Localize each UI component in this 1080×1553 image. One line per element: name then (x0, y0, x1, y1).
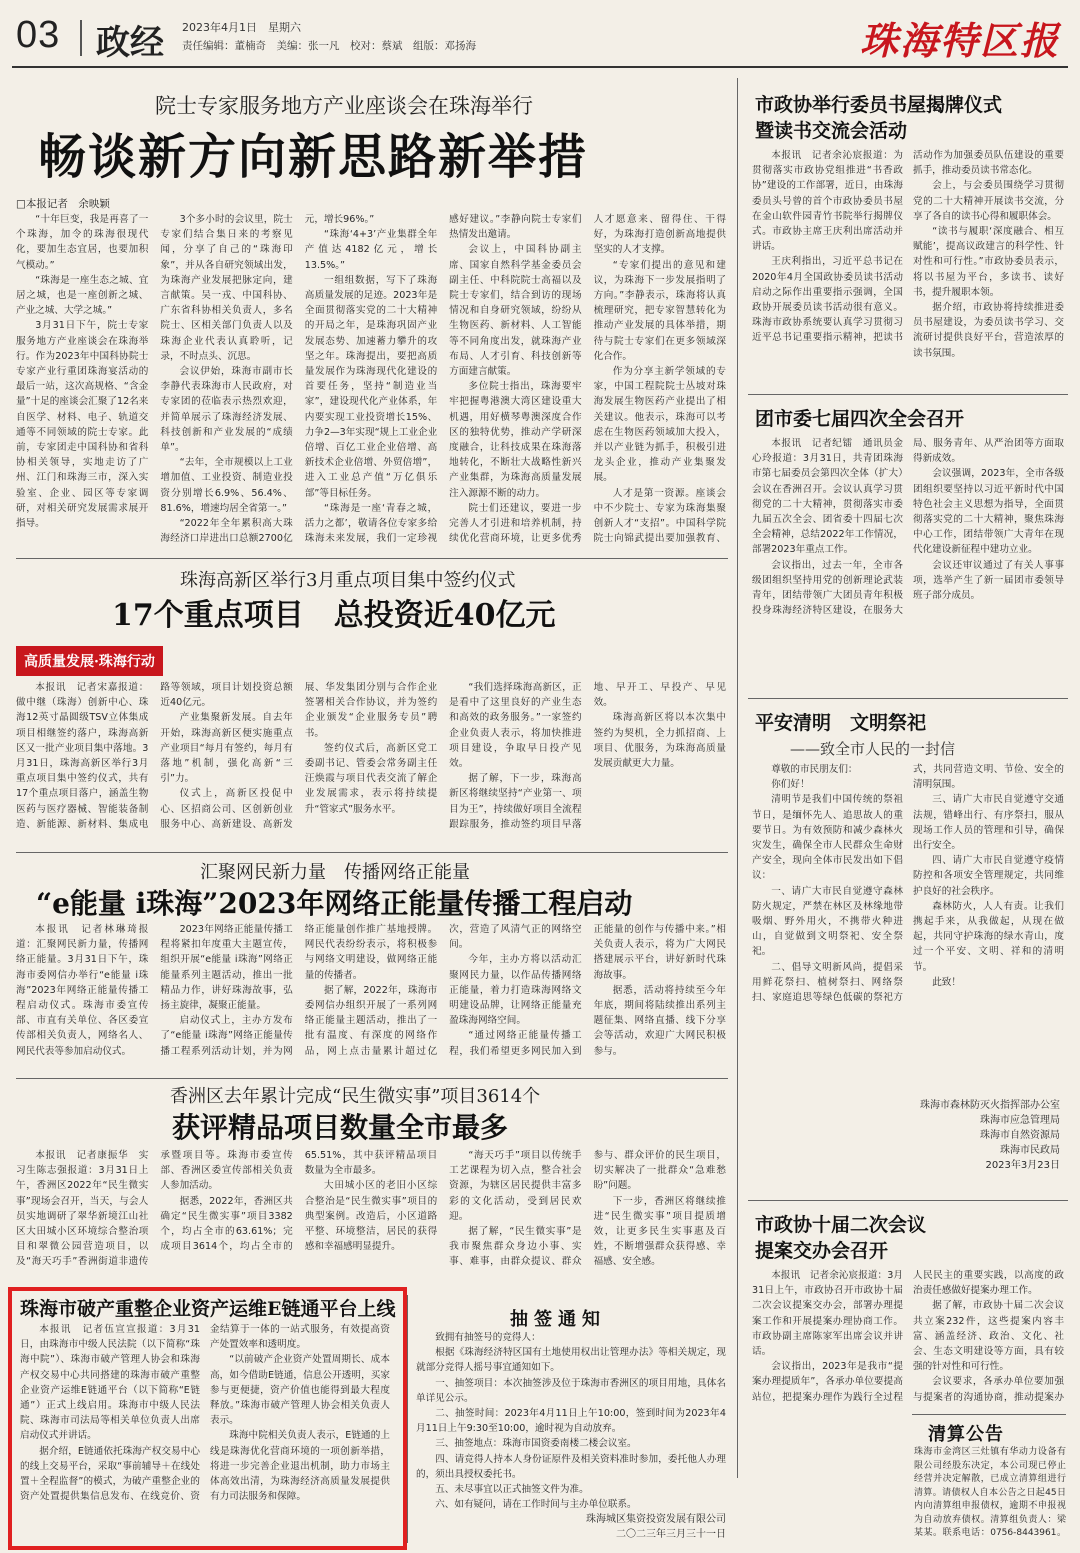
masthead-divider (80, 20, 82, 56)
paragraph: “我们选择珠海高新区，正是看中了这里良好的产业生态和高效的政务服务。”一家签约企业负责人表示，将加快推进项目建设，争取早日投产见效。 (449, 682, 582, 770)
paragraph: 此致！ (932, 976, 961, 988)
section-divider (16, 1078, 728, 1079)
right3-body (752, 762, 1064, 1092)
xiangzhou-body (16, 1148, 726, 1288)
paragraph: 据了解，市政协十届二次会议共立案232件，这些提案内容丰富、涵盖经济、政治、文化、社会、生态文明建设等方面，具有较强的针对性和可行性。 (913, 1300, 1064, 1373)
projects-kicker: 珠海高新区举行3月重点项目集中签约仪式 (180, 570, 516, 591)
paragraph: 今年，主办方将以活动汇聚网民力量，以作品传播网络正能量，着力打造珠海网络文明建设品牌，让网络正能量充盈珠海网络空间。 (449, 954, 582, 1027)
theme-badge: 高质量发展·珠海行动 (16, 646, 163, 676)
paragraph: 一、抽签项目：本次抽签涉及位于珠海市香洲区的项目用地，具体名单详见公示。 (416, 1377, 726, 1404)
paragraph: 珠海中院相关负责人表示，E链通的上线是珠海优化营商环境的一项创新举措，将进一步完善企业退出机制，助力市场主体高效出清，为珠海经济高质量发展提供有力司法服务和保障。 (210, 1430, 390, 1503)
paragraph: 清明节是我们中国传统的祭祖节日，是缅怀先人、追思故人的重要节日。为有效预防和减少森林火灾发生，确保全市人民群众生命财产安全，现向全体市民发出如下倡议： (752, 794, 903, 882)
paragraph: 会议还审议通过了有关人事事项，选举产生了新一届团市委领导班子部分成员。 (913, 559, 1064, 602)
paragraph: 会议指出，过去一年，全市各级团组织坚持用党的创新理论武装青年，团结带领广大团员青年积极投身珠海经济特区建设，在服务大局、服务青年、从严治团等方面取得新成效。 (752, 438, 1064, 617)
paragraph: 2023年网络正能量传播工程将紧扣年度重大主题宣传，组织开展“e能量 i珠海”网络正能量系列主题活动，推出一批精品力作，讲好珠海故事，弘扬主旋律，凝聚正能量。 (160, 924, 293, 1012)
paragraph: 二、抽签时间：2023年4月11日上午10:00，签到时间为2023年4月11日上午9:30至10:00，逾时视为自动放弃。 (416, 1408, 726, 1435)
paragraph: 据了解，2022年，珠海市委网信办组织开展了一系列网络正能量主题活动，推出了一批有温度、有深度的网络作品，网上点击量累计超过亿次，营造了风清气正的网络空间。 (304, 924, 582, 1057)
paragraph: “海天巧手”项目以传统手工艺课程为切入点，整合社会资源，为辖区居民提供丰富多彩的文化活动，受到居民欢迎。 (449, 1150, 582, 1222)
paragraph: 据了解，“民生微实事”是我市聚焦群众身边小事、实事、难事，由群众提议、群众参与、群众评价的民生项目，切实解决了一批群众“急难愁盼”问题。 (449, 1150, 726, 1268)
section-divider (16, 852, 728, 853)
right2-body (752, 436, 1064, 688)
signer: 珠海市应急管理局 (980, 1115, 1060, 1126)
paragraph: 四、请竞得人持本人身份证原件及相关资料准时参加，委托他人办理的，须出具授权委托书。 (416, 1453, 726, 1480)
paragraph: 下一步，香洲区将继续推进“民生微实事”项目提质增效，让更多民生实事惠及百姓，不断增强群众获得感、幸福感、安全感。 (593, 1195, 726, 1268)
paragraph: 森林防火，人人有责。让我们携起手来，从我做起，从现在做起，共同守护珠海的绿水青山，度过一个平安、文明、祥和的清明节。 (913, 900, 1064, 973)
column-divider (407, 1295, 408, 1543)
paragraph: “通过网络正能量传播工程，我们希望更多网民加入到正能量的创作与传播中来。”相关负责人表示，将为广大网民搭建展示平台，讲好新时代珠海故事。 (449, 924, 726, 1057)
section-divider (748, 698, 1068, 699)
lead-body (16, 212, 726, 552)
public-notice-title: 清算公告 (928, 1424, 1004, 1445)
right3-signers (900, 1098, 1060, 1173)
section-name: 政经 (96, 23, 164, 63)
paragraph: 3月31日下午，院士专家服务地方产业座谈会在珠海举行。作为2023年中国科协院士专家产业行重团珠海宴活动的最后一站，这次高规格、“含金量”十足的座谈会汇聚了12名来自医学、材料、电子、轨道交通等不同领域的院士专家。此前，专家团走中国科协和省科协相关领导，实地走访了广州、江门和珠海三市，深入实验室、企业、园区等专家调研，对相关研究发展需求展开指导。 (16, 320, 149, 530)
staff-line: 责任编辑：董楠奇 美编：张一凡 校对：蔡斌 组版：邓扬海 (182, 40, 476, 52)
paragraph: 3个多小时的会议里，院士专家们结合集日来的考察见闻，分享了自己的“珠海印象”，并从各自研究领域出发，为珠海产业发展把脉定向，建言献策。吴一戎、中国科协、广东省科协相关负责人，多名院士、区相关部门负责人以及珠海企业代表认真聆听，记录，不时点头、沉思。 (160, 214, 293, 362)
paragraph: “2022年全年累积高大珠海经济口岸进出口总额2700亿元，增长96%。” (160, 214, 375, 545)
paragraph: 尊敬的市民朋友们： (771, 764, 858, 775)
paragraph: 本报讯 记者余沁宸报道：为贯彻落实市政协党组推进“书香政协”建设的工作部署，近日，由珠海委员头号曾的首个市政协委员书屋在金山软件园青竹书院举行揭牌仪式。市政协主席王庆利出席活动并讲话。 (752, 150, 903, 253)
paragraph: 多位院士指出，珠海要牢牢把握粤港澳大湾区建设重大机遇，用好横琴粤澳深度合作区的独特优势，推动产学研深度融合，让科技成果在珠海落地转化，不断壮大战略性新兴产业集群，为珠海高质量发展注入源源不断的动力。 (449, 381, 582, 499)
paragraph: 本报讯 记者伍宣宣报道：3月31日，由珠海市中级人民法院（以下简称“珠海中院”）、珠海市破产管理人协会和珠海产权交易中心共同搭建的珠海市破产重整企业资产运维E链通平台（以下简称“E链通”）正式上线启用。珠海市中级人民法院、珠海市司法局等相关单位负责人出席启动仪式并讲话。 (20, 1324, 200, 1442)
paragraph: 会议要求，各承办单位要加强与提案者的沟通协商，推动提案办 (913, 1376, 1064, 1403)
notice-signature: 珠海城区集资投资发展有限公司 (586, 1514, 726, 1525)
paragraph: 会议指出，2023年是我市“提案办理提质年”，各承办单位要提高站位，把提案办理作为践行全过程人民民主的重要实践，以高度的政治责任感做好提案办理工作。 (752, 1270, 1064, 1403)
notice-body (416, 1330, 726, 1512)
ebox-title: 珠海市破产重整企业资产运维E链通平台上线 (20, 1298, 396, 1320)
paragraph: 一、请广大市民自觉遵守森林防火规定，严禁在林区及林缘地带吸烟、野外用火，不携带火种进山，自觉做到文明祭祀、安全祭祀。 (752, 885, 903, 958)
right1-body (752, 148, 1064, 386)
xiangzhou-headline: 获评精品项目数量全市最多 (172, 1111, 509, 1144)
projects-headline: 17个重点项目 总投资近40亿元 (112, 598, 556, 633)
epower-body (16, 922, 726, 1072)
paragraph: “十年巨变，我是再喜了一个珠海，加令的珠海很现代化，要加生态宜居，也要加积气模动。” (16, 214, 149, 271)
paragraph: 会议伊始，珠海市副市长李静代表珠海市人民政府，对专家团的莅临表示热烈欢迎，并简单展示了珠海经济发展、科技创新和产业发展的“成绩单”。 (160, 366, 293, 454)
paragraph: 二、倡导文明新风尚，提倡采用鲜花祭扫、植树祭扫、网络祭扫、家庭追思等绿色低碳的祭祀方式，共同营造文明、节俭、安全的清明氛围。 (752, 764, 1064, 1004)
notice-date: 二〇二三年三月三十一日 (616, 1529, 726, 1540)
epower-headline: “e能量 i珠海”2023年网络正能量传播工程启动 (36, 887, 633, 920)
paragraph: 四、请广大市民自觉遵守疫情防控和各项安全管理规定，共同维护良好的社会秩序。 (913, 855, 1064, 897)
paragraph: 据悉，活动将持续至今年年底，期间将陆续推出系列主题征集、网络直播、线下分享会等活动，欢迎广大网民积极参与。 (593, 984, 726, 1057)
public-notice-body: 珠海市金湾区三灶镇有华动力设备有限公司经股东决定，本公司现已停止经营并决定解散，已成立清算组进行清算。请债权人自本公告之日起45日内向清算组申报债权，逾期不申报视为自动放弃债权。清算组负责人：梁某某。联系电话：0756-8443961。 (914, 1447, 1066, 1538)
paragraph: 六、如有疑问，请在工作时间与主办单位联系。 (435, 1499, 637, 1511)
right3-title: 平安清明 文明祭祀 (755, 712, 927, 734)
paragraph: 本报讯 记者余沁宸报道：3月31日上午，市政协召开市政协十届二次会议提案交办会，部署办理提案工作和开展提案办理协商工作。市政协副主席陈家军出席会议并讲话。 (752, 1270, 903, 1358)
paragraph: 启动仪式上，主办方发布了“e能量 i珠海”网络正能量传播工程系列活动计划，并为网络正能量创作推广基地授牌。网民代表纷纷表示，将积极参与网络文明建设，做网络正能量的传播者。 (160, 924, 438, 1057)
paragraph: 本报讯 记者宋嘉报道：做中继（珠海）创新中心、珠海12英寸晶圆级TSV立体集成项目相继签约落户，珠海高新区又一批产业项目集中落地。3月31日，珠海高新区举行3月重点项目集中签约仪式，共有17个重点项目落户，涵盖生物医药与医疗器械、智能装备制造、新能源、新材料、集成电路等领域，项目计划投资总额近40亿元。 (16, 682, 293, 830)
right3-subtitle: ——致全市人民的一封信 (790, 740, 956, 758)
paragraph: “珠海‘4+3’产业集群全年产值达4182亿元，增长13.5%。” (304, 229, 438, 271)
paragraph: 本报讯 记者康振华 实习生陈志强报道：3月31日上午，香洲区2022年“民生微实事”现场会召开，当天，与会人员实地调研了翠华新境江山社区大田城小区环境综合整治项目和翠微公园营造项目，以及“海天巧手”香洲街道非遗传承暨项目等。珠海市委宣传部、香洲区委宣传部相关负责人参加活动。 (16, 1150, 293, 1268)
paragraph: 仪式上，高新区投促中心、区招商公司、区创新创业服务中心、高新建设、高新发展、华发集团分别与合作企业签署相关合作协议，并为签约企业颁发“企业服务专员”聘书。 (160, 682, 438, 830)
section-divider (748, 394, 1068, 395)
paragraph: 本报讯 记者纪镭 通讯员金心玲报道：3月31日，共青团珠海市第七届委员会第四次全体（扩大）会议在香洲召开。会议认真学习贯彻党的二十大精神，贯彻落实市委九届五次全会、团省委十四届七次全会精神，总结2022年工作情况，部署2023年重点工作。 (752, 438, 903, 556)
paragraph: 院士们还建议，要进一步完善人才引进和培养机制，持续优化营商环境，让更多优秀人才愿意来、留得住、干得好，为珠海打造创新高地提供坚实的人才支撑。 (449, 214, 726, 545)
signer: 珠海市森林防灭火指挥部办公室 (920, 1100, 1060, 1111)
signer: 珠海市自然资源局 (980, 1130, 1060, 1141)
date-line: 2023年4月1日 星期六 (182, 21, 301, 34)
paragraph: 本报讯 记者林琳琦报道：汇聚网民新力量，传播网络正能量。3月31日下午，珠海市委网信办举行“e能量 i珠海”2023年网络正能量传播工程启动仪式。珠海市委宣传部、市直有关单位、各区委宣传部相关负责人，网络名人、网民代表等参加启动仪式。 (16, 924, 149, 1057)
section-divider (912, 1414, 1066, 1415)
ebox-body (20, 1322, 390, 1534)
paragraph: 珠海高新区将以本次集中签约为契机，全力抓招商、上项目、优服务，为珠海高质量发展贡献更大力量。 (593, 712, 726, 770)
right1-title-line1: 市政协举行委员书屋揭牌仪式 (755, 94, 1003, 116)
paragraph: 据悉，2022年，香洲区共确定“民生微实事”项目3382个，均占全市的63.61%；完成项目3614个，均占全市的65.51%，其中获评精品项目数量为全市最多。 (160, 1150, 438, 1253)
lead-kicker: 院士专家服务地方产业座谈会在珠海举行 (155, 94, 533, 118)
paragraph: “专家们提出的意见和建议，为珠海下一步发展指明了方向。”李静表示，珠海将认真梳理研究，把专家智慧转化为推动产业发展的具体举措，期待与院士专家们在更多领域深化合作。 (593, 259, 726, 362)
paragraph: 会议上，中国科协副主席、国家自然科学基金委员会副主任、中科院院士高福以及院士专家们，结合到访的现场情况和自身研究领域，纷纷从生物医药、新材料、人工智能等不同角度出发，就珠海产业布局、人才引育、科技创新等方面建言献策。 (449, 244, 582, 378)
paragraph: 会上，与会委员围绕学习贯彻党的二十大精神开展读书交流，分享了各自的读书心得和履职体会。 (913, 180, 1064, 222)
projects-body (16, 680, 726, 845)
paragraph: “珠海是一座‘青春之城，活力之都’，敬请各位专家多给珠海未来发展，我们一定珍视感好建议。”李静向院士专家们热情发出邀请。 (304, 214, 582, 545)
paragraph: 致拥有抽签号的竞得人： (435, 1332, 541, 1343)
right1-title-line2: 暨读书交流会活动 (755, 120, 908, 142)
newspaper-logo: 珠海特区报 (860, 18, 1061, 63)
lead-byline: □本报记者 余映颖 (16, 198, 110, 210)
lead-headline: 畅谈新方向新思路新举措 (38, 129, 589, 185)
paragraph: 产业集聚新发展。自去年开始，珠海高新区便实施重点产业项目“每月有签约，每月有落地”机制，强化高新“三引”力。 (160, 712, 293, 785)
paragraph: 三、请广大市民自觉遵守交通法规，错峰出行、有序祭扫，服从现场工作人员的管理和引导，确保出行安全。 (913, 794, 1064, 852)
column-divider (737, 78, 738, 1478)
paragraph: 三、抽签地点：珠海市国资委南楼二楼会议室。 (435, 1438, 637, 1450)
paragraph: “读书与履职‘深度融合、相互赋能’，提高议政建言的科学性、针对性和可行性。”市政协委员表示，将以书屋为平台，多读书、读好书，提升履职本领。 (913, 226, 1064, 298)
paragraph: 人才是第一资源。座谈会中不少院士、专家为珠海集聚创新人才“支招”。中国科学院院士向锦武提出要加强教育、 (593, 487, 726, 545)
masthead-rule (12, 66, 1068, 68)
right4-body (752, 1268, 1064, 1408)
notice-title: 抽签通知 (510, 1309, 606, 1330)
paragraph: 据介绍，E链通依托珠海产权交易中心的线上交易平台，采取“事前辅导＋在线处置＋全程监督”的模式，为破产重整企业的资产处置提供集信息发布、在线竞价、资金结算于一体的一站式服务，有效提高资产处置效率和透明度。 (20, 1324, 390, 1503)
paragraph: 大田城小区的老旧小区综合整治是“民生微实事”项目的典型案例。改造后，小区道路平整、环境整洁，居民的获得感和幸福感明显提升。 (304, 1180, 438, 1253)
paragraph: 会议强调，2023年，全市各级团组织要坚持以习近平新时代中国特色社会主义思想为指导，全面贯彻落实党的二十大精神，聚焦珠海中心工作，团结带领广大青年在现代化建设新征程中建功立业。 (913, 468, 1064, 556)
paragraph: 王庆利指出，习近平总书记在2020年4月全国政协委员读书活动启动之际作出重要指示强调，全国政协开展委员读书活动很有意义。珠海市政协系统要认真学习贯彻习近平总书记重要指示精神，把读书活动作为加强委员队伍建设的重要抓手，推动委员读书常态化。 (752, 150, 1064, 344)
section-divider (748, 1200, 1068, 1201)
signer: 珠海市民政局 (1000, 1145, 1060, 1156)
paragraph: “去年，全市规模以上工业增加值、工业投资、制造业投资分别增长6.9%、56.4%、81.6%，增速均居全省第一。” (160, 457, 293, 514)
paragraph: 作为分享主新学领域的专家，中国工程院院士丛坡对珠海发展生物医药产业提出了相关建议。他表示，珠海可以考虑在生物医药领域加大投入，并以产业链为抓手，积极引进龙头企业，推动产业集聚发展。 (593, 366, 726, 484)
xiangzhou-kicker: 香洲区去年累计完成“民生微实事”项目3614个 (170, 1086, 541, 1107)
right4-title-line2: 提案交办会召开 (755, 1240, 889, 1262)
paragraph: 五、未尽事宜以正式抽签文件为准。 (435, 1484, 589, 1496)
paragraph: 一组组数据，写下了珠海高质量发展的足迹。2023年是全面贯彻落实党的二十大精神的开局之年，是珠海巩固产业发展态势、加速蓄力攀升的攻坚之年。珠海提出，要把高质量发展作为珠海现代化建设的首要任务，坚持“制造业当家”，建设现代化产业体系，年内要实现工业投资增长15%、力争2—3年实现“规上工业企业倍增、百亿工业企业倍增、高新技术企业倍增、外贸倍增”，进入工业总产值“万亿俱乐部”等目标任务。 (304, 274, 438, 499)
paragraph: “珠海是一座生态之城、宜居之城，也是一座创新之城、产业之城、大学之城。” (16, 274, 149, 317)
paragraph: 据了解，下一步，珠海高新区将继续坚持“产业第一、项目为王”，持续做好项目全流程跟踪服务，推动签约项目早落地、早开工、早投产、早见效。 (449, 682, 726, 830)
epower-kicker: 汇聚网民新力量 传播网络正能量 (200, 862, 470, 883)
page-number: 03 (16, 14, 61, 56)
paragraph: 根据《珠海经济特区国有土地使用权出让管理办法》等相关规定，现就部分竞得人摇号事宜通知如下。 (416, 1347, 726, 1374)
section-divider (16, 558, 728, 559)
letter-date: 2023年3月23日 (985, 1160, 1060, 1171)
right2-title: 团市委七届四次全会召开 (755, 408, 965, 430)
paragraph: 签约仪式后，高新区党工委副书记、管委会常务副主任汪焕霞与项目代表交流了解企业发展需求，表示将持续提升“管家式”服务水平。 (304, 742, 438, 815)
paragraph: 据介绍，市政协将持续推进委员书屋建设，为委员读书学习、交流研讨提供良好平台，营造浓厚的读书氛围。 (913, 302, 1064, 359)
paragraph: “以前破产企业资产处置周期长、成本高，如今借助E链通，信息公开透明，买家参与更便捷，资产价值也能得到最大程度释放。”珠海市破产管理人协会相关负责人表示。 (210, 1354, 390, 1427)
paragraph: 你们好！ (771, 779, 810, 791)
right4-title-line1: 市政协十届二次会议 (755, 1214, 927, 1236)
